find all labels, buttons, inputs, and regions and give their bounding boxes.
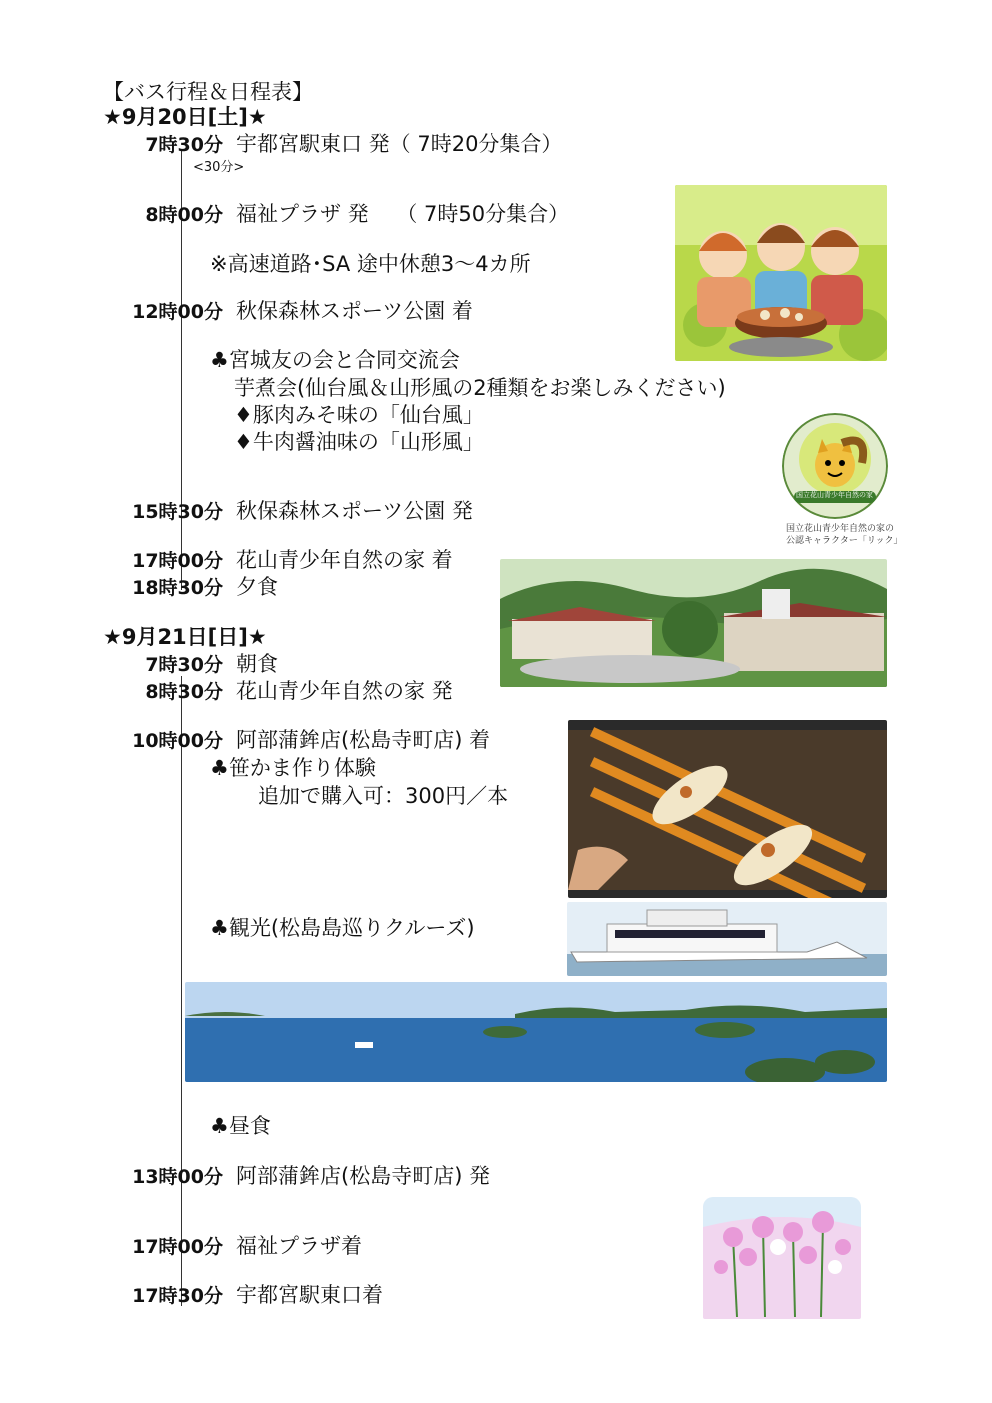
- activity-cruise: ♣観光(松島島巡りクルーズ): [210, 916, 475, 940]
- day2-desc-1730: 宇都宮駅東口着: [236, 1283, 383, 1307]
- mascot-rick-logo: [782, 413, 888, 519]
- activity-sasakama-note: 追加で購入可：300円／本: [258, 784, 509, 808]
- day1-desc-1830: 夕食: [236, 575, 278, 599]
- interval-note: <30分>: [193, 160, 245, 175]
- day2-time-1000: 10時00分: [132, 730, 223, 752]
- day1-time-1830: 18時30分: [132, 577, 223, 599]
- day2-time-0730: 7時30分: [145, 654, 223, 676]
- day2-desc-1300: 阿部蒲鉾店(松島寺町店) 発: [236, 1164, 491, 1188]
- mascot-badge: 国立花山青少年自然の家: [796, 491, 873, 499]
- day1-time-0730: 7時30分: [145, 134, 223, 156]
- event-title: ♣宮城友の会と合同交流会: [210, 348, 460, 372]
- day1-desc-0730: 宇都宮駅東口 発（ 7時20分集合）: [236, 132, 563, 156]
- day2-desc-0730: 朝食: [236, 652, 278, 676]
- day2-date: ★9月21日[日]★: [103, 625, 267, 649]
- page-title: 【バス行程＆日程表】: [103, 80, 313, 104]
- mascot-caption-line2: 公認キャラクター「リック」: [786, 536, 903, 546]
- day2-time-1730: 17時30分: [132, 1285, 223, 1307]
- day1-time-1700: 17時00分: [132, 550, 223, 572]
- rest-stop-note: ※高速道路･SA 途中休憩3～4カ所: [210, 252, 531, 276]
- event-item-sendai: ♦豚肉みそ味の「仙台風」: [234, 403, 484, 427]
- day1-time-0800: 8時00分: [145, 204, 223, 226]
- day1-desc-1700: 花山青少年自然の家 着: [236, 548, 453, 572]
- day2-time-1300: 13時00分: [132, 1166, 223, 1188]
- hanayama-nature-house-photo: [500, 559, 887, 687]
- matsushima-bay-panorama: [185, 982, 887, 1082]
- day2-time-0830: 8時30分: [145, 681, 223, 703]
- cruise-ship-photo: [567, 902, 887, 976]
- timeline-line-day2: [181, 676, 182, 1306]
- day1-desc-1530: 秋保森林スポーツ公園 発: [236, 499, 473, 523]
- day1-desc-0800: 福祉プラザ 発 （ 7時50分集合）: [236, 202, 570, 226]
- day1-date: ★9月20日[土]★: [103, 105, 267, 129]
- cosmos-flowers-illustration: [703, 1197, 861, 1319]
- day1-time-1200: 12時00分: [132, 301, 223, 323]
- activity-sasakama: ♣笹かま作り体験: [210, 756, 376, 780]
- day2-desc-1700: 福祉プラザ着: [236, 1234, 362, 1258]
- day1-desc-1200: 秋保森林スポーツ公園 着: [236, 299, 473, 323]
- imonikai-illustration: [675, 185, 887, 361]
- activity-lunch: ♣昼食: [210, 1114, 271, 1138]
- event-detail: 芋煮会(仙台風＆山形風の2種類をお楽しみください): [234, 376, 726, 400]
- sasakama-grilling-photo: [568, 720, 887, 898]
- day2-desc-0830: 花山青少年自然の家 発: [236, 679, 453, 703]
- day1-time-1530: 15時30分: [132, 501, 223, 523]
- event-item-yamagata: ♦牛肉醤油味の「山形風」: [234, 430, 484, 454]
- mascot-caption-line1: 国立花山青少年自然の家の: [786, 524, 895, 534]
- day2-desc-1000: 阿部蒲鉾店(松島寺町店) 着: [236, 728, 491, 752]
- day2-time-1700: 17時00分: [132, 1236, 223, 1258]
